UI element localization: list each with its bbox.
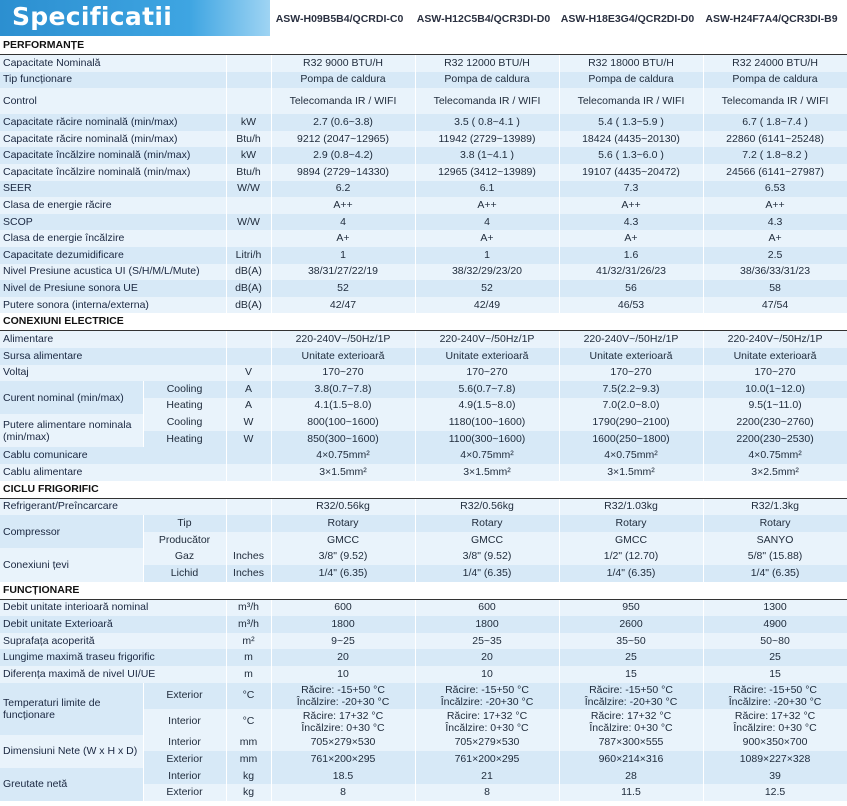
- value-model-4: A++: [703, 197, 847, 214]
- value-model-2: 20: [415, 649, 559, 666]
- value-model-2: 3/8" (9.52): [415, 548, 559, 565]
- value-model-3: A++: [559, 197, 703, 214]
- row-sublabel: Gaz: [143, 548, 226, 565]
- value-model-4: 12.5: [703, 784, 847, 801]
- value-model-2: 3.5 ( 0.8~4.1 ): [415, 114, 559, 131]
- value-model-4: 25: [703, 649, 847, 666]
- value-model-2: 4.9(1.5~8.0): [415, 398, 559, 415]
- spec-row-cablu_alim: [0, 464, 847, 481]
- row-label: Dimensiuni Nete (W x H x D): [0, 735, 143, 768]
- value-model-4: 9.5(1~11.0): [703, 398, 847, 415]
- value-model-3: Pompa de caldura: [559, 72, 703, 89]
- value-model-1: 9894 (2729~14330): [271, 164, 415, 181]
- value-model-4: 170~270: [703, 365, 847, 382]
- title-banner: [0, 0, 270, 36]
- value-model-3: Unitate exterioară: [559, 348, 703, 365]
- value-model-4: 6.53: [703, 181, 847, 198]
- spec-row-gr_int: [0, 768, 847, 785]
- row-unit: [226, 498, 271, 515]
- value-model-1: 705×279×530: [271, 735, 415, 752]
- value-model-1: 20: [271, 649, 415, 666]
- row-unit: Litri/h: [226, 247, 271, 264]
- value-model-1: Telecomanda IR / WIFI: [271, 88, 415, 114]
- row-unit: Btu/h: [226, 131, 271, 148]
- row-unit: [226, 88, 271, 114]
- row-unit: [226, 197, 271, 214]
- section-header-conexiuni: [0, 313, 847, 331]
- value-model-4: Rotary: [703, 515, 847, 532]
- spec-row-zg_ue: [0, 280, 847, 297]
- row-label: Control: [0, 88, 226, 114]
- spec-row-rac_kw: [0, 114, 847, 131]
- value-model-2: 21: [415, 768, 559, 785]
- row-unit: V: [226, 365, 271, 382]
- row-label: Clasa de energie încălzire: [0, 230, 226, 247]
- value-model-1: R32 9000 BTU/H: [271, 55, 415, 72]
- spec-row-supr: [0, 633, 847, 650]
- value-model-4: Răcire: 17+32 °C Încălzire: 0+30 °C: [703, 709, 847, 735]
- value-model-3: 950: [559, 599, 703, 616]
- value-model-3: 1/2" (12.70): [559, 548, 703, 565]
- row-unit: [226, 72, 271, 89]
- value-model-4: R32/1.3kg: [703, 498, 847, 515]
- value-model-1: 10: [271, 666, 415, 683]
- value-model-2: 5.6(0.7~7.8): [415, 381, 559, 398]
- value-model-1: 52: [271, 280, 415, 297]
- row-label: Tip funcționare: [0, 72, 226, 89]
- value-model-3: 1790(290~2100): [559, 414, 703, 431]
- value-model-3: 170~270: [559, 365, 703, 382]
- spec-row-seer: [0, 181, 847, 198]
- value-model-3: 5.4 ( 1.3~5.9 ): [559, 114, 703, 131]
- value-model-2: Telecomanda IR / WIFI: [415, 88, 559, 114]
- value-model-2: 705×279×530: [415, 735, 559, 752]
- value-model-1: 600: [271, 599, 415, 616]
- value-model-3: R32 18000 BTU/H: [559, 55, 703, 72]
- value-model-4: 2200(230~2760): [703, 414, 847, 431]
- row-unit: m³/h: [226, 599, 271, 616]
- value-model-3: 41/32/31/26/23: [559, 264, 703, 281]
- value-model-4: 38/36/33/31/23: [703, 264, 847, 281]
- spec-row-temp_ext: [0, 683, 847, 709]
- row-label: Conexiuni țevi: [0, 548, 143, 581]
- value-model-2: Unitate exterioară: [415, 348, 559, 365]
- value-model-4: 24566 (6141~27987): [703, 164, 847, 181]
- value-model-2: 3.8 (1~4.1 ): [415, 147, 559, 164]
- spec-row-lung: [0, 649, 847, 666]
- value-model-4: 900×350×700: [703, 735, 847, 752]
- value-model-3: 2600: [559, 616, 703, 633]
- row-label: Clasa de energie răcire: [0, 197, 226, 214]
- value-model-3: 787×300×555: [559, 735, 703, 752]
- model-name-1: ASW-H09B5B4/QCRDI-C0: [275, 13, 404, 25]
- spec-row-control: [0, 88, 847, 114]
- value-model-2: 1/4" (6.35): [415, 565, 559, 582]
- spec-row-cap_nom: [0, 55, 847, 72]
- value-model-1: 42/47: [271, 297, 415, 314]
- value-model-3: 960×214×316: [559, 751, 703, 768]
- value-model-2: 3×1.5mm²: [415, 464, 559, 481]
- row-label: Putere sonora (interna/externa): [0, 297, 226, 314]
- value-model-2: A++: [415, 197, 559, 214]
- spec-row-tv_gaz: [0, 548, 847, 565]
- value-model-3: 7.0(2.0~8.0): [559, 398, 703, 415]
- value-model-3: 19107 (4435~20472): [559, 164, 703, 181]
- value-model-3: 7.3: [559, 181, 703, 198]
- section-title: CICLU FRIGORIFIC: [0, 481, 847, 499]
- spec-row-rac_btu: [0, 131, 847, 148]
- value-model-2: 42/49: [415, 297, 559, 314]
- row-label: SEER: [0, 181, 226, 198]
- row-label: Compressor: [0, 515, 143, 548]
- value-model-1: 18.5: [271, 768, 415, 785]
- value-model-3: Răcire: 17+32 °C Încălzire: 0+30 °C: [559, 709, 703, 735]
- spec-row-dezum: [0, 247, 847, 264]
- value-model-2: 4×0.75mm²: [415, 447, 559, 464]
- row-unit: W: [226, 414, 271, 431]
- spec-row-scop: [0, 214, 847, 231]
- row-sublabel: Exterior: [143, 751, 226, 768]
- value-model-4: 4900: [703, 616, 847, 633]
- section-header-functionare: [0, 582, 847, 600]
- value-model-2: 12965 (3412~13989): [415, 164, 559, 181]
- value-model-3: 46/53: [559, 297, 703, 314]
- row-label: Nivel de Presiune sonora UE: [0, 280, 226, 297]
- value-model-1: 1800: [271, 616, 415, 633]
- row-unit: kg: [226, 784, 271, 801]
- value-model-3: 1.6: [559, 247, 703, 264]
- value-model-4: 22860 (6141~25248): [703, 131, 847, 148]
- header: [0, 0, 847, 36]
- value-model-2: R32 12000 BTU/H: [415, 55, 559, 72]
- value-model-3: 4×0.75mm²: [559, 447, 703, 464]
- value-model-2: 220-240V~/50Hz/1P: [415, 331, 559, 348]
- spec-row-sursa: [0, 348, 847, 365]
- value-model-1: 3.8(0.7~7.8): [271, 381, 415, 398]
- value-model-4: Pompa de caldura: [703, 72, 847, 89]
- spec-row-refr: [0, 498, 847, 515]
- value-model-4: 2.5: [703, 247, 847, 264]
- value-model-3: 1600(250~1800): [559, 431, 703, 448]
- value-model-3: 4.3: [559, 214, 703, 231]
- spec-row-cls_rac: [0, 197, 847, 214]
- value-model-3: R32/1.03kg: [559, 498, 703, 515]
- value-model-4: 5/8" (15.88): [703, 548, 847, 565]
- value-model-1: 1/4" (6.35): [271, 565, 415, 582]
- spec-row-zg_ui: [0, 264, 847, 281]
- value-model-4: 39: [703, 768, 847, 785]
- row-sublabel: Producător: [143, 532, 226, 549]
- row-label: Nivel Presiune acustica UI (S/H/M/L/Mute): [0, 264, 226, 281]
- row-unit: [226, 447, 271, 464]
- row-label: Temperaturi limite de funcționare: [0, 683, 143, 735]
- row-unit: [226, 331, 271, 348]
- row-unit: [226, 532, 271, 549]
- spec-row-inc_btu: [0, 164, 847, 181]
- row-unit: W/W: [226, 214, 271, 231]
- row-label: Diferența maximă de nivel UI/UE: [0, 666, 226, 683]
- row-unit: °C: [226, 683, 271, 709]
- value-model-2: Răcire: 17+32 °C Încălzire: 0+30 °C: [415, 709, 559, 735]
- value-model-2: Pompa de caldura: [415, 72, 559, 89]
- section-header-performante: [0, 37, 847, 55]
- value-model-2: Rotary: [415, 515, 559, 532]
- spec-row-pw_cool: [0, 414, 847, 431]
- row-unit: m²: [226, 633, 271, 650]
- section-title: FUNCȚIONARE: [0, 582, 847, 600]
- row-label: Refrigerant/Preîncarcare: [0, 498, 226, 515]
- spec-row-inc_kw: [0, 147, 847, 164]
- value-model-2: GMCC: [415, 532, 559, 549]
- spec-row-comp_tip: [0, 515, 847, 532]
- section-header-ciclu: [0, 481, 847, 499]
- value-model-1: 9212 (2047~12965): [271, 131, 415, 148]
- row-sublabel: Heating: [143, 431, 226, 448]
- value-model-2: R32/0.56kg: [415, 498, 559, 515]
- row-label: Suprafața acoperită: [0, 633, 226, 650]
- spec-row-dim_int: [0, 735, 847, 752]
- row-unit: m³/h: [226, 616, 271, 633]
- row-label: Debit unitate interioară nominal: [0, 599, 226, 616]
- spec-row-debit_int: [0, 599, 847, 616]
- section-title: CONEXIUNI ELECTRICE: [0, 313, 847, 331]
- row-unit: [226, 348, 271, 365]
- row-unit: [226, 515, 271, 532]
- value-model-3: 1/4" (6.35): [559, 565, 703, 582]
- value-model-1: A+: [271, 230, 415, 247]
- row-unit: A: [226, 398, 271, 415]
- value-model-2: 1: [415, 247, 559, 264]
- row-unit: mm: [226, 735, 271, 752]
- value-model-1: Pompa de caldura: [271, 72, 415, 89]
- spec-row-debit_ext: [0, 616, 847, 633]
- spec-row-cls_inc: [0, 230, 847, 247]
- row-unit: m: [226, 666, 271, 683]
- value-model-1: R32/0.56kg: [271, 498, 415, 515]
- row-label: Curent nominal (min/max): [0, 381, 143, 414]
- row-unit: mm: [226, 751, 271, 768]
- value-model-4: R32 24000 BTU/H: [703, 55, 847, 72]
- value-model-4: 1089×227×328: [703, 751, 847, 768]
- spec-table: [0, 37, 847, 801]
- value-model-4: Unitate exterioară: [703, 348, 847, 365]
- value-model-1: 4: [271, 214, 415, 231]
- row-label: Capacitate răcire nominală (min/max): [0, 131, 226, 148]
- value-model-3: 3×1.5mm²: [559, 464, 703, 481]
- value-model-3: 11.5: [559, 784, 703, 801]
- value-model-2: 761×200×295: [415, 751, 559, 768]
- value-model-4: 2200(230~2530): [703, 431, 847, 448]
- spec-row-put_son: [0, 297, 847, 314]
- value-model-4: SANYO: [703, 532, 847, 549]
- value-model-2: 6.1: [415, 181, 559, 198]
- row-unit: [226, 55, 271, 72]
- value-model-3: 7.5(2.2~9.3): [559, 381, 703, 398]
- spec-row-alim: [0, 331, 847, 348]
- spec-row-cur_cool: [0, 381, 847, 398]
- value-model-2: A+: [415, 230, 559, 247]
- row-label: Capacitate răcire nominală (min/max): [0, 114, 226, 131]
- value-model-2: 600: [415, 599, 559, 616]
- row-label: Lungime maximă traseu frigorific: [0, 649, 226, 666]
- value-model-2: 170~270: [415, 365, 559, 382]
- value-model-3: 18424 (4435~20130): [559, 131, 703, 148]
- value-model-1: 8: [271, 784, 415, 801]
- row-label: Alimentare: [0, 331, 226, 348]
- value-model-4: 220-240V~/50Hz/1P: [703, 331, 847, 348]
- value-model-3: Rotary: [559, 515, 703, 532]
- spec-row-tip: [0, 72, 847, 89]
- value-model-1: 2.9 (0.8~4.2): [271, 147, 415, 164]
- value-model-2: 1800: [415, 616, 559, 633]
- row-unit: m: [226, 649, 271, 666]
- value-model-1: 4×0.75mm²: [271, 447, 415, 464]
- value-model-4: 4×0.75mm²: [703, 447, 847, 464]
- row-sublabel: Interior: [143, 735, 226, 752]
- value-model-1: 220-240V~/50Hz/1P: [271, 331, 415, 348]
- value-model-3: 15: [559, 666, 703, 683]
- value-model-2: 38/32/29/23/20: [415, 264, 559, 281]
- spec-row-voltaj: [0, 365, 847, 382]
- value-model-2: 10: [415, 666, 559, 683]
- row-sublabel: Lichid: [143, 565, 226, 582]
- section-title: PERFORMANȚE: [0, 37, 847, 55]
- row-sublabel: Cooling: [143, 414, 226, 431]
- value-model-3: 35~50: [559, 633, 703, 650]
- value-model-1: 3×1.5mm²: [271, 464, 415, 481]
- row-unit: °C: [226, 709, 271, 735]
- spec-row-cablu_com: [0, 447, 847, 464]
- value-model-4: 3×2.5mm²: [703, 464, 847, 481]
- value-model-1: 850(300~1600): [271, 431, 415, 448]
- value-model-2: 25~35: [415, 633, 559, 650]
- row-label: Capacitate încălzire nominală (min/max): [0, 147, 226, 164]
- value-model-1: 9~25: [271, 633, 415, 650]
- value-model-4: 47/54: [703, 297, 847, 314]
- value-model-1: 2.7 (0.6~3.8): [271, 114, 415, 131]
- value-model-1: 170~270: [271, 365, 415, 382]
- value-model-1: GMCC: [271, 532, 415, 549]
- model-name-3: ASW-H18E3G4/QCR2DI-D0: [560, 13, 695, 25]
- value-model-4: 4.3: [703, 214, 847, 231]
- value-model-1: Unitate exterioară: [271, 348, 415, 365]
- value-model-2: 4: [415, 214, 559, 231]
- row-unit: dB(A): [226, 280, 271, 297]
- spec-row-dif: [0, 666, 847, 683]
- value-model-1: A++: [271, 197, 415, 214]
- row-label: Debit unitate Exterioară: [0, 616, 226, 633]
- value-model-1: 3/8" (9.52): [271, 548, 415, 565]
- row-sublabel: Interior: [143, 709, 226, 735]
- row-unit: Inches: [226, 565, 271, 582]
- row-unit: W/W: [226, 181, 271, 198]
- value-model-4: 1/4" (6.35): [703, 565, 847, 582]
- value-model-1: Răcire: -15+50 °C Încălzire: -20+30 °C: [271, 683, 415, 709]
- row-sublabel: Cooling: [143, 381, 226, 398]
- value-model-4: 6.7 ( 1.8~7.4 ): [703, 114, 847, 131]
- value-model-3: 220-240V~/50Hz/1P: [559, 331, 703, 348]
- value-model-1: 1: [271, 247, 415, 264]
- value-model-2: 11942 (2729~13989): [415, 131, 559, 148]
- value-model-2: 1180(100~1600): [415, 414, 559, 431]
- value-model-4: A+: [703, 230, 847, 247]
- row-label: Capacitate dezumidificare: [0, 247, 226, 264]
- row-label: Voltaj: [0, 365, 226, 382]
- row-unit: kW: [226, 114, 271, 131]
- row-unit: Inches: [226, 548, 271, 565]
- page-title: Specificatii: [12, 2, 173, 31]
- row-label: Capacitate încălzire nominală (min/max): [0, 164, 226, 181]
- value-model-4: 1300: [703, 599, 847, 616]
- row-unit: dB(A): [226, 264, 271, 281]
- value-model-1: 4.1(1.5~8.0): [271, 398, 415, 415]
- value-model-3: 5.6 ( 1.3~6.0 ): [559, 147, 703, 164]
- value-model-3: Telecomanda IR / WIFI: [559, 88, 703, 114]
- row-label: Putere alimentare nominala (min/max): [0, 414, 143, 447]
- row-unit: dB(A): [226, 297, 271, 314]
- value-model-3: 56: [559, 280, 703, 297]
- value-model-3: Răcire: -15+50 °C Încălzire: -20+30 °C: [559, 683, 703, 709]
- row-unit: A: [226, 381, 271, 398]
- row-unit: [226, 230, 271, 247]
- row-label: Greutate netă: [0, 768, 143, 801]
- value-model-1: 38/31/27/22/19: [271, 264, 415, 281]
- row-sublabel: Exterior: [143, 784, 226, 801]
- value-model-4: 58: [703, 280, 847, 297]
- value-model-4: Răcire: -15+50 °C Încălzire: -20+30 °C: [703, 683, 847, 709]
- row-unit: W: [226, 431, 271, 448]
- value-model-3: 25: [559, 649, 703, 666]
- value-model-3: A+: [559, 230, 703, 247]
- value-model-2: 1100(300~1600): [415, 431, 559, 448]
- row-label: Cablu alimentare: [0, 464, 226, 481]
- row-sublabel: Exterior: [143, 683, 226, 709]
- value-model-1: Rotary: [271, 515, 415, 532]
- row-unit: kW: [226, 147, 271, 164]
- row-label: Capacitate Nominală: [0, 55, 226, 72]
- row-unit: Btu/h: [226, 164, 271, 181]
- row-unit: [226, 464, 271, 481]
- row-sublabel: Interior: [143, 768, 226, 785]
- value-model-4: 50~80: [703, 633, 847, 650]
- row-sublabel: Tip: [143, 515, 226, 532]
- row-label: Sursa alimentare: [0, 348, 226, 365]
- model-name-2: ASW-H12C5B4/QCR3DI-D0: [416, 13, 551, 25]
- value-model-1: 6.2: [271, 181, 415, 198]
- value-model-3: GMCC: [559, 532, 703, 549]
- model-name-4: ASW-H24F7A4/QCR3DI-B9: [705, 13, 838, 25]
- row-label: SCOP: [0, 214, 226, 231]
- value-model-4: Telecomanda IR / WIFI: [703, 88, 847, 114]
- value-model-4: 7.2 ( 1.8~8.2 ): [703, 147, 847, 164]
- value-model-1: 800(100~1600): [271, 414, 415, 431]
- value-model-4: 15: [703, 666, 847, 683]
- row-unit: kg: [226, 768, 271, 785]
- value-model-4: 10.0(1~12.0): [703, 381, 847, 398]
- value-model-2: 8: [415, 784, 559, 801]
- value-model-3: 28: [559, 768, 703, 785]
- row-label: Cablu comunicare: [0, 447, 226, 464]
- value-model-1: Răcire: 17+32 °C Încălzire: 0+30 °C: [271, 709, 415, 735]
- value-model-1: 761×200×295: [271, 751, 415, 768]
- row-sublabel: Heating: [143, 398, 226, 415]
- value-model-2: 52: [415, 280, 559, 297]
- value-model-2: Răcire: -15+50 °C Încălzire: -20+30 °C: [415, 683, 559, 709]
